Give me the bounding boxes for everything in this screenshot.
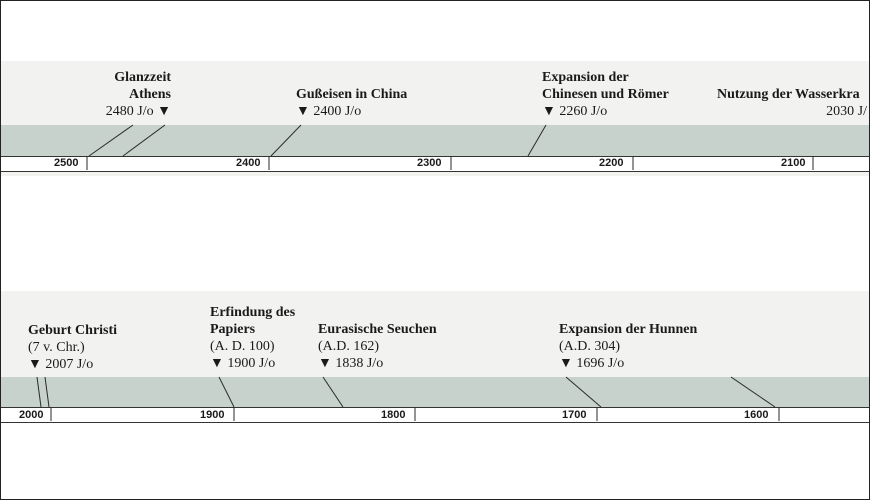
event-year: ▼ 1838 J/o [318, 356, 384, 371]
tick-label: 2500 [54, 157, 79, 169]
tick-label: 2000 [19, 409, 44, 421]
event-connector-line [45, 377, 49, 407]
tick-label: 1600 [744, 409, 769, 421]
event-title: Chinesen und Römer [542, 87, 669, 102]
event-subtitle: (A. D. 100) [210, 339, 275, 354]
tick-label: 1900 [200, 409, 225, 421]
marker-down-triangle-icon: ▼ [28, 357, 42, 372]
event-subtitle: (A.D. 162) [318, 339, 380, 354]
event-title: Gußeisen in China [296, 87, 408, 102]
event-year: ▼ 1696 J/o [559, 356, 625, 371]
marker-down-triangle-icon: ▼ [542, 104, 556, 119]
event-title: Geburt Christi [28, 323, 118, 338]
event-year: 2480 J/o ▼ [105, 104, 171, 119]
tick-label: 2100 [781, 157, 806, 169]
event-year: ▼ 1900 J/o [210, 356, 276, 371]
event-erfindung-papiers [210, 304, 295, 372]
event-year: ▼ 2007 J/o [28, 357, 94, 372]
event-title: Nutzung der Wasserkra [717, 87, 860, 102]
marker-down-triangle-icon: ▼ [318, 356, 332, 371]
event-connector-line [566, 377, 601, 407]
event-expansion-hunnen [559, 321, 697, 372]
event-title: Eurasische Seuchen [318, 322, 437, 337]
event-year: ▼ 2260 J/o [542, 104, 608, 119]
event-subtitle: (A.D. 304) [559, 339, 621, 354]
event-year: 2030 J/ [826, 104, 867, 119]
event-title: Glanzzeit [114, 70, 171, 85]
event-title: Expansion der [542, 70, 629, 85]
event-connector-line [731, 377, 775, 407]
tick-label: 2200 [599, 157, 624, 169]
event-connector-line [37, 377, 41, 407]
event-title: Papiers [210, 322, 256, 337]
event-title: Expansion der Hunnen [559, 322, 698, 337]
event-title: Erfindung des [210, 305, 296, 320]
timeline-2-dividers [1, 1, 870, 500]
tick-label: 1800 [381, 409, 406, 421]
event-eurasische-seuchen [318, 321, 437, 372]
tick-label: 1700 [562, 409, 587, 421]
event-connector-line [323, 377, 343, 407]
event-subtitle: (7 v. Chr.) [28, 340, 85, 355]
event-year: ▼ 2400 J/o [296, 104, 362, 119]
marker-down-triangle-icon: ▼ [296, 104, 310, 119]
event-title: Athens [128, 87, 171, 102]
marker-down-triangle-icon: ▼ [157, 104, 171, 119]
marker-down-triangle-icon: ▼ [559, 356, 573, 371]
tick-label: 2300 [417, 157, 442, 169]
event-connector-line [219, 377, 234, 407]
marker-down-triangle-icon: ▼ [210, 356, 224, 371]
event-geburt-christi [28, 322, 117, 373]
tick-label: 2400 [236, 157, 261, 169]
